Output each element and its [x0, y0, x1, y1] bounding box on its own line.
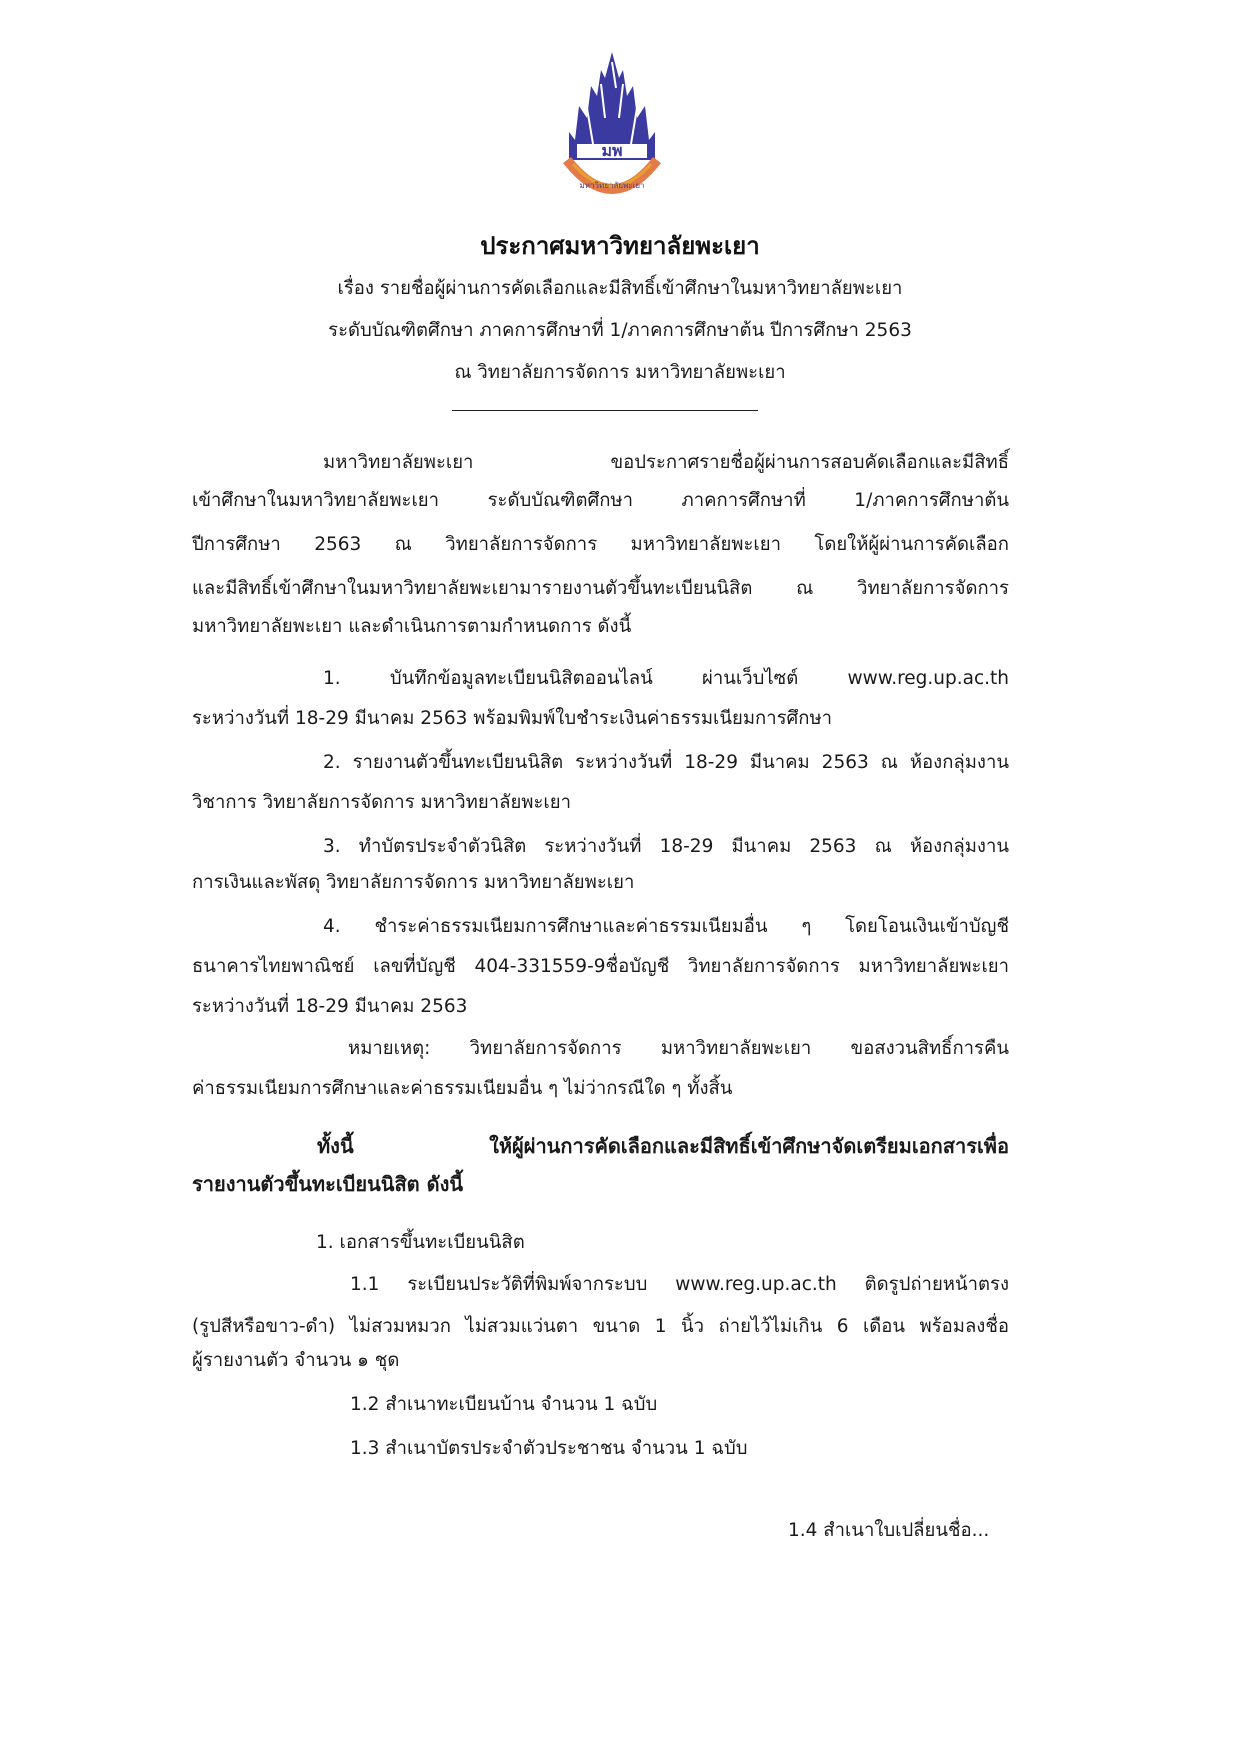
announcement-place: ณ วิทยาลัยการจัดการ มหาวิทยาลัยพะเยา	[454, 362, 786, 383]
schedule-item-2-cont: วิชาการ วิทยาลัยการจัดการ มหาวิทยาลัยพะเยา	[192, 792, 571, 813]
document-item-1-3: 1.3 สำเนาบัตรประจำตัวประชาชน จำนวน 1 ฉบับ	[350, 1438, 748, 1459]
schedule-item-1: 1. บันทึกข้อมูลทะเบียนนิสิตออนไลน์ ผ่านเว็บไซต์ www.reg.up.ac.th	[323, 668, 1009, 689]
university-logo	[557, 48, 667, 208]
document-item-1-1-cont: ผู้รายงานตัว จำนวน ๑ ชุด	[192, 1350, 400, 1371]
document-item-1-2: 1.2 สำเนาทะเบียนบ้าน จำนวน 1 ฉบับ	[350, 1394, 658, 1415]
schedule-item-4: 4. ชำระค่าธรรมเนียมการศึกษาและค่าธรรมเนียมอื่น ๆ โดยโอนเงินเข้าบัญชี	[323, 916, 1009, 937]
title-divider	[452, 410, 758, 411]
continuation-marker: 1.4 สำเนาใบเปลี่ยนชื่อ...	[788, 1520, 990, 1541]
announcement-title: ประกาศมหาวิทยาลัยพะเยา	[480, 232, 760, 260]
note-line: หมายเหตุ: วิทยาลัยการจัดการ มหาวิทยาลัยพะเยา ขอสงวนสิทธิ์การคืน	[348, 1038, 1009, 1059]
announcement-level: ระดับบัณฑิตศึกษา ภาคการศึกษาที่ 1/ภาคการศึกษาต้น ปีการศึกษา 2563	[328, 320, 912, 341]
schedule-item-3-cont: การเงินและพัสดุ วิทยาลัยการจัดการ มหาวิทยาลัยพะเยา	[192, 872, 635, 893]
logo-initials: มพ	[601, 141, 623, 160]
intro-line: มหาวิทยาลัยพะเยา และดำเนินการตามกำหนดการ ดังนี้	[192, 616, 632, 637]
prepare-heading-cont: รายงานตัวขึ้นทะเบียนนิสิต ดังนี้	[192, 1172, 464, 1196]
schedule-item-1-cont: ระหว่างวันที่ 18-29 มีนาคม 2563 พร้อมพิมพ์ใบชำระเงินค่าธรรมเนียมการศึกษา	[192, 708, 833, 729]
logo-ring-text: มหาวิทยาลัยพะเยา	[579, 181, 645, 190]
intro-line: เข้าศึกษาในมหาวิทยาลัยพะเยา ระดับบัณฑิตศึกษา ภาคการศึกษาที่ 1/ภาคการศึกษาต้น	[192, 490, 1009, 511]
schedule-item-4-cont: ระหว่างวันที่ 18-29 มีนาคม 2563	[192, 996, 468, 1017]
announcement-subject: เรื่อง รายชื่อผู้ผ่านการคัดเลือกและมีสิทธิ์เข้าศึกษาในมหาวิทยาลัยพะเยา	[337, 278, 903, 299]
schedule-item-4-cont: ธนาคารไทยพาณิชย์ เลขที่บัญชี 404-331559-9ชื่อบัญชี วิทยาลัยการจัดการ มหาวิทยาลัยพะเยา	[192, 956, 1009, 977]
schedule-item-3: 3. ทำบัตรประจำตัวนิสิต ระหว่างวันที่ 18-29 มีนาคม 2563 ณ ห้องกลุ่มงาน	[323, 836, 1009, 857]
intro-line: ปีการศึกษา 2563 ณ วิทยาลัยการจัดการ มหาวิทยาลัยพะเยา โดยให้ผู้ผ่านการคัดเลือก	[192, 534, 1009, 555]
schedule-item-2: 2. รายงานตัวขึ้นทะเบียนนิสิต ระหว่างวันที่ 18-29 มีนาคม 2563 ณ ห้องกลุ่มงาน	[323, 752, 1009, 773]
note-line: ค่าธรรมเนียมการศึกษาและค่าธรรมเนียมอื่น ๆ ไม่ว่ากรณีใด ๆ ทั้งสิ้น	[192, 1078, 733, 1099]
documents-heading: 1. เอกสารขึ้นทะเบียนนิสิต	[316, 1232, 525, 1253]
intro-line: มหาวิทยาลัยพะเยา ขอประกาศรายชื่อผู้ผ่านการสอบคัดเลือกและมีสิทธิ์	[323, 452, 1009, 473]
document-item-1-1-cont: (รูปสีหรือขาว-ดำ) ไม่สวมหมวก ไม่สวมแว่นตา ขนาด 1 นิ้ว ถ่ายไว้ไม่เกิน 6 เดือน พร้อมลงชื่อ	[192, 1316, 1009, 1337]
intro-line: และมีสิทธิ์เข้าศึกษาในมหาวิทยาลัยพะเยามารายงานตัวขึ้นทะเบียนนิสิต ณ วิทยาลัยการจัดการ	[192, 578, 1009, 599]
document-item-1-1: 1.1 ระเบียนประวัติที่พิมพ์จากระบบ www.reg.up.ac.th ติดรูปถ่ายหน้าตรง	[350, 1274, 1009, 1295]
prepare-heading: ทั้งนี้ ให้ผู้ผ่านการคัดเลือกและมีสิทธิ์เข้าศึกษาจัดเตรียมเอกสารเพื่อ	[317, 1134, 1009, 1158]
